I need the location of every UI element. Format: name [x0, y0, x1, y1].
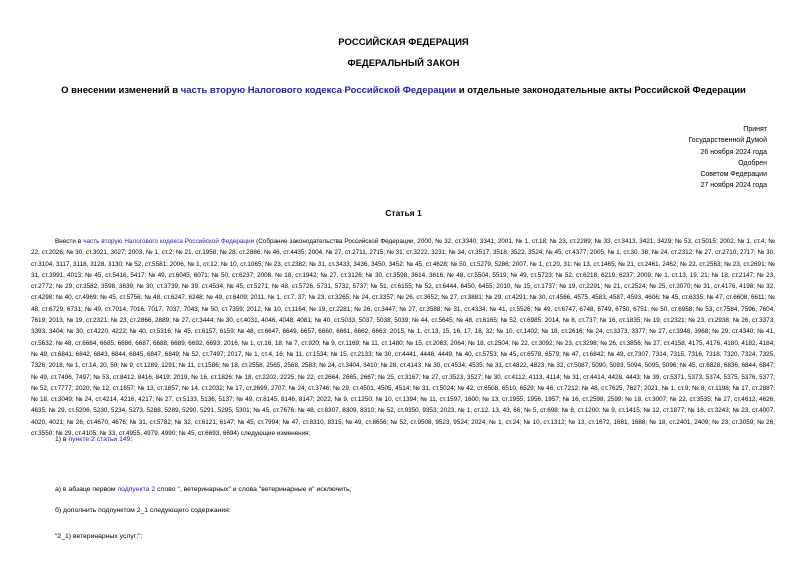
article-intro-prefix: Внести в [55, 238, 84, 245]
item-a-link[interactable]: подпункта 2 [117, 486, 156, 493]
law-title-link[interactable]: часть вторую Налогового кодекса Российской Федерации [180, 85, 457, 96]
list-item [55, 486, 352, 493]
item-text: слово ", ветеринарных" и слова "ветеринарные и" исключить; [155, 486, 352, 493]
item-text: : [130, 436, 133, 443]
adoption-line: Государственной Думой [688, 137, 767, 145]
adoption-line: Одобрен [738, 159, 767, 167]
adoption-line: Принят [743, 126, 767, 133]
item-text: 1) в [55, 436, 69, 443]
law-title [0, 85, 807, 96]
adoption-block [567, 124, 767, 192]
quoted-amendment: "2_1) ветеринарных услуг;"; [55, 533, 143, 540]
adoption-date: 27 ноября 2024 года [700, 182, 767, 190]
list-item: б) дополнить подпунктом 2_1 следующего содержания: [55, 507, 231, 514]
article-heading: Статья 1 [385, 208, 422, 218]
law-title-prefix: О внесении изменений в [61, 85, 181, 96]
article-intro-body: (Собрание законодательства Российской Федерации, 2000, № 32, ст.3340, 3341; 2001, № 1, ст.18; № 23, ст.2289; № 33, ст.3413, 3421, 3429; № 53, ст.5015; 2002, № 1, ст.4; № 22, ст.2026; № 30, ст.3021, 3027; 2003, № 1, ст.2; № 21, ст.1958; № 28, ст.2886; № 46, ст.4435; 2004, № 27, ст.2711, 2715; № 31, ст.3222, 3231; № 34, ст.3517, 3518, 3522, 3524; № 45, ст.4377; 2005, № 1, ст.30, 38; № 24, ст.2312; № 27, ст.2710, 2717; № 30, ст.3104, 3117, 3118, 3128, 3130; № 52, ст.5581; 2006, № 1, ст.12; № 10, ст.1065; № 23, ст.2382; № 31, ст.3433, 3436, 3450, 3452; № 45, ст.4628; № 50, ст.5279, 5286; 2007, № 1, ст.20, 31; № 13, ст.1465; № 21, ст.2461, 2462; № 22, ст.2563; № 23, ст.2691; № 31, ст.3991, 4013; № 45, ст.5416, 5417; № 49, ст.6045, 6071; № 50, ст.6237; 2008, № 18, ст.1942; № 27, ст.3126; № 30, ст.3598, 3614, 3616; № 48, ст.5504, 5519; № 49, ст.5723; № 52, ст.6218, 6219, 6237; 2009, № 1, ст.13, 19, 21; № 18, ст.2147; № 23, ст.2772; № 29, ст.3582, 3598, 3639; № 30, ст.3739; № 39, ст.4534; № 45, ст.5271; № 48, ст.5726, 5731, 5732, 5737; № 51, ст.6155; № 52, ст.6444, 6450, 6455; 2010, № 15, ст.1737; № 19, ст.2291; № 21, ст.2524; № 25, ст.3070; № 31, ст.4176, 4198; № 32, ст.4298; № 40, ст.4969; № 45, ст.5756; № 48, ст.6247, 6248; № 49, ст.6409; 2011, № 1, ст.7, 37; № 23, ст.3265; № 24, ст.3357; № 26, ст.3652; № 27, ст.3881; № 29, ст.4291; № 30, ст.4566, 4575, 4583, 4587, 4593, 4606; № 45, ст.6335; № 47, ст.6608, 6611; № 48, ст.6729, 6731; № 49, ст.7014, 7016, 7017, 7037, 7043; № 50, ст.7359; 2012, № 10, ст.1164; № 19, ст.2281; № 26, ст.3447; № 27, ст.3588; № 31, ст.4334; № 41, ст.5526; № 49, ст.6747, 6748, 6749, 6750, 6751; № 50, ст.6958; № 53, ст.7584, 7596, 7604, 7619; 2013, № 19, ст.2321; № 23, ст.2866, 2889; № 27, ст.3444; № 30, ст.4031, 4046, 4048, 4081; № 40, ст.5033, 5037, 5038, 5039; № 44, ст.5645; № 48, ст.6165; № 52, ст.6985; 2014, № 8, ст.737; № 16, ст.1835; № 19, ст.2321; № 23, ст.2938; № 26, ст.3373, 3393, 3404; № 30, ст.4220, 4222; № 40, ст.5316; № 45, ст.6157, 6159; № 48, ст.6647, 6649, 6657, 6660, 6661, 6662, 6663; 2015, № 1, ст.13, 15, 16, 17, 18, 32; № 10, ст.1402; № 18, ст.2616; № 24, ст.3373, 3377; № 27, ст.3948, 3968; № 29, ст.4340; № 41, ст.5632; № 48, ст.6684, 6685, 6686, 6687, 6688, 6689, 6692, 6693; 2016, № 1, ст.16, 18; № 7, ст.920; № 9, ст.1169; № 11, ст.1480; № 15, ст.2063, 2064; № 18, ст.2504; № 22, ст.3092; № 23, ст.3298; № 26, ст.3856; № 27, ст.4158, 4175, 4176, 4180, 4182, 4184; № 49, ст.6841, 6842, 6843, 6844, 6845, 6847, 6849; № 52, ст.7497; 2017, № 1, ст.4, 16; № 11, ст.1534; № 15, ст.2133; № 30, ст.4441, 4448, 4449; № 40, ст.5753; № 45, ст.6578, 6579; № 47, ст.6842; № 49, ст.7307, 7314, 7315, 7316, 7318, 7320, 7324, 7325, 7326; 2018, № 1, ст.14, 20, 50; № 9, ст.1289, 1291; № 11, ст.1586; № 18, ст.2558, 2565, 2568, 2583; № 24, ст.3404, 3410; № 28, ст.4143; № 30, ст.4534, 4535; № 31, ст.4822, 4823; № 32, ст.5087, 5090, 5093, 5094, 5095, 5096; № 45, ст.6828, 6836, 6844, 6847; № 49, ст.7496, 7497; № 53, ст.8412, 8416, 8419; 2019, № 16, ст.1826; № 18, ст.2202, 2225; № 22, ст.2664, 2665, 2667; № 25, ст.3167; № 27, ст.3523, 3527; № 30, ст.4112, 4113, 4114; № 31, ст.4414, 4428, 4443; № 39, ст.5371, 5373, 5374, 5375, 5376, 5377; № 52, ст.7777; 2020, № 12, ст.1657; № 13, ст.1857; № 14, ст.2032; № 17, ст.2699, 2707; № 24, ст.3746; № 29, ст.4501, 4505, 4514; № 31, ст.5024; № 42, ст.6508, 6510, 6529; № 46, ст.7212; № 48, ст.7625, 7627; 2021, № 1, ст.9; № 8, ст.1198; № 17, ст.2887; № 18, ст.3049; № 24, ст.4214, 4216, 4217; № 27, ст.5133, 5136, 5137; № 49, ст.8145, 8146, 8147; 2022, № 9, ст.1250; № 10, ст.1394; № 11, ст.1597, 1600; № 13, ст.1955, 1956, 1957; № 16, ст.2598, 2599; № 18, ст.3007; № 22, ст.3535; № 27, ст.4612, 4626, 4635; № 29, ст.5206, 5230, 5234, 5273, 5288, 5289, 5290, 5291, 5295, 5301; № 45, ст.7676; № 48, ст.8307, 8309, 8310; № 52, ст.9350, 9353; 2023, № 1, ст.12, 13, 43, 66; № 5, ст.698; № 8, ст.1200; № 9, ст.1415; № 12, ст.1877; № 18, ст.3243; № 23, ст.4007, 4020, 4021; № 26, ст.4670, 4676; № 31, ст.5782; № 32, ст.6121, 6147; № 45, ст.7994; № 47, ст.8310, 8315; № 49, ст.8656; № 52, ст.9508, 9523, 9524; 2024, № 1, ст.24; № 10, ст.1312; № 13, ст.1672, 1681, 1688; № 18, ст.2401, 2409; № 23, ст.3059; № 26, ст.3550; № 29, ст.4105; № 33, ст.4955, 4979, 4990; № 45, ст.6693, 6694) следующие изменения: [31, 238, 775, 438]
article-intro-link[interactable]: часть вторую Налогового кодекса Российской Федерации [83, 238, 255, 245]
law-type-heading: ФЕДЕРАЛЬНЫЙ ЗАКОН [347, 58, 460, 69]
item-text: а) в абзаце первом [55, 486, 118, 493]
adoption-line: Советом Федерации [700, 171, 767, 179]
law-title-suffix: и отдельные законодательные акты Российской Федерации [456, 85, 746, 96]
list-item [55, 436, 132, 443]
item1-link[interactable]: пункте 2 статьи 149 [68, 436, 131, 443]
country-heading: РОССИЙСКАЯ ФЕДЕРАЦИЯ [338, 37, 469, 48]
article-body-paragraph [31, 236, 775, 439]
adoption-date: 26 ноября 2024 года [700, 148, 767, 156]
